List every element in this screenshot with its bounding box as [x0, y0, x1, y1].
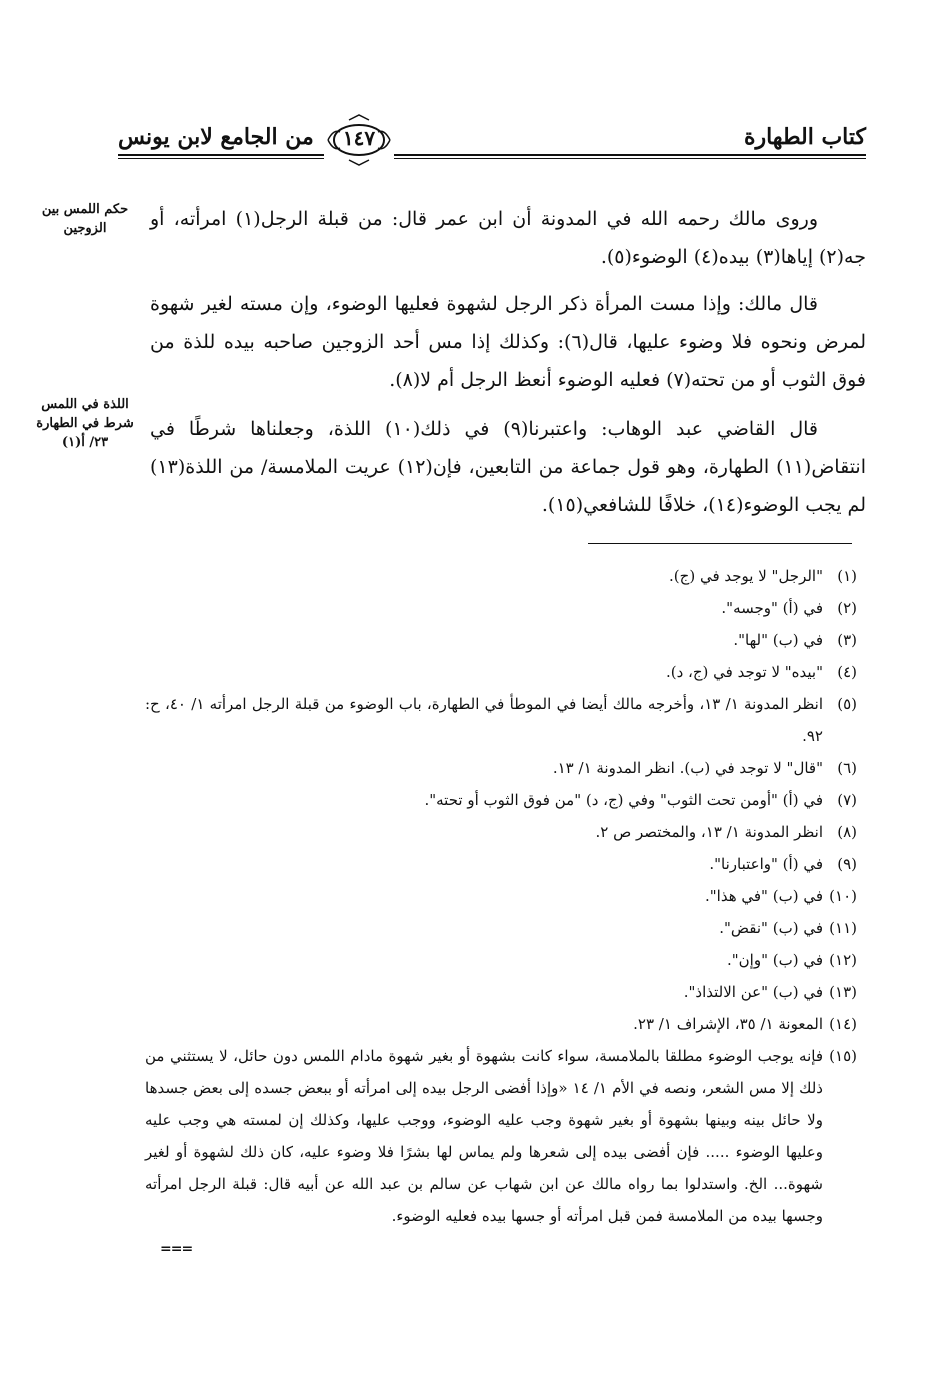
footnote-item — [145, 976, 857, 1008]
footnote-item — [145, 880, 857, 912]
paragraph-text: قال القاضي عبد الوهاب: واعتبرنا(٩) في ذلك(١٠) اللذة، وجعلناها شرطًا في انتقاض(١١) الطهارة، وهو قول جماعة من التابعين، فإن(١٢) عريت الملامسة/ من اللذة(١٣) لم يجب الوضوء(١٤)، خلافًا للشافعي(١٥). — [150, 418, 866, 516]
footnote-item — [145, 752, 857, 784]
footnote-number: (١) — [837, 567, 857, 585]
footnote-number: (٦) — [837, 759, 857, 777]
footnote-text: انظر المدونة ١/ ١٣، والمختصر ص ٢. — [595, 823, 823, 841]
footnote-number: (٨) — [837, 823, 857, 841]
paragraph-text: قال مالك: وإذا مست المرأة ذكر الرجل لشهوة فعليها الوضوء، وإن مسته لغير شهوة لمرض ونحوه فلا وضوء عليها، قال(٦): وكذلك إذا مس أحد الزوجين صاحبه بيده للذة من فوق الثوب أو من تحته(٧) فعليه الوضوء أنعظ الرجل أم لا(٨). — [150, 293, 867, 391]
footnote-text: في (أ) "واعتبارنا". — [709, 855, 823, 873]
main-paragraph — [150, 410, 866, 524]
footnote-text: انظر المدونة ١/ ١٣، وأخرجه مالك أيضا في الموطأ في الطهارة، باب الوضوء من قبلة الرجل امرأته ١/ ٤٠، ح: ٩٢. — [145, 695, 823, 745]
footnote-item — [145, 848, 857, 880]
header-rule-thin — [118, 158, 866, 159]
footnote-number: (١٠) — [829, 887, 857, 905]
header-rule — [118, 154, 866, 156]
footnote-number: (٢) — [837, 599, 857, 617]
footnote-number: (١١) — [829, 919, 857, 937]
footnote-item — [145, 1040, 857, 1232]
end-mark: === — [160, 1241, 193, 1257]
footnote-number: (٩) — [837, 855, 857, 873]
footnotes-list — [145, 560, 857, 1232]
footnote-text: في (أ) "وجسه". — [721, 599, 823, 617]
footnote-number: (٧) — [837, 791, 857, 809]
footnote-item — [145, 816, 857, 848]
footnote-text: في (ب) "لها". — [733, 631, 823, 649]
margin-note-touch-between-spouses: حكم اللمس بين الزوجين — [41, 202, 129, 236]
page-header — [118, 118, 866, 158]
footnote-item — [145, 688, 857, 752]
footnote-item — [145, 944, 857, 976]
footnote-text: في (ب) "في هذا". — [705, 887, 823, 905]
footnote-text: المعونة ١/ ٣٥، الإشراف ١/ ٢٣. — [633, 1015, 823, 1033]
footnote-text: في (ب) "عن الالتذاذ". — [683, 983, 823, 1001]
main-paragraph — [150, 285, 866, 399]
page-number-ornament — [324, 112, 394, 168]
footnote-item — [145, 912, 857, 944]
main-paragraph — [150, 200, 866, 276]
footnote-item — [145, 592, 857, 624]
margin-note-pleasure-condition: اللذة في اللمس شرط في الطهارة ٢٣/ أ(١) — [36, 397, 134, 450]
page-number: ١٤٧ — [342, 126, 376, 150]
footnote-text: "قال" لا توجد في (ب). انظر المدونة ١/ ١٣. — [552, 759, 823, 777]
footnote-item — [145, 560, 857, 592]
footnote-number: (١٢) — [829, 951, 857, 969]
footnote-item — [145, 656, 857, 688]
book-title: كتاب الطهارة — [743, 124, 866, 150]
footnote-text: في (ب) "نقض". — [719, 919, 823, 937]
footnote-text: فإنه يوجب الوضوء مطلقا بالملامسة، سواء كانت بشهوة أو بغير شهوة مادام اللمس دون حائل، لا يستثني من ذلك إلا مس الشعر، ونصه في الأم ١/ ١٤ «وإذا أفضى الرجل بيده إلى امرأته أو ببعض جسده إلى بعض جسدها ولا حائل بينه وبينها بشهوة أو بغير شهوة وجب عليه الوضوء، ووجب عليها، وكذلك إن لمسته هي وجب عليه وعليها الوضوء ..... فإن أفضى بيده إلى شعرها ولم يماس لها بشرًا فلا وضوء عليه، كان ذلك لشهوة أو لغير شهوة... الخ. واستدلوا بما رواه مالك عن ابن شهاب عن سالم بن عبد الله عن أبيه قال: قبلة الرجل امرأته وجسها بيده من الملامسة فمن قبل امرأته أو جسها بيده فعليه الوضوء. — [145, 1047, 823, 1225]
footnote-text: في (أ) "أومن تحت الثوب" وفي (ج، د) "من فوق الثوب أو تحته". — [424, 791, 823, 809]
footnote-item — [145, 784, 857, 816]
footnote-number: (٣) — [837, 631, 857, 649]
footnote-number: (٥) — [837, 695, 857, 713]
footnote-text: "الرجل" لا يوجد في (ج). — [669, 567, 823, 585]
footnote-number: (١٤) — [829, 1015, 857, 1033]
footnote-number: (١٥) — [829, 1047, 857, 1065]
footnote-number: (١٣) — [829, 983, 857, 1001]
work-title: من الجامع لابن يونس — [118, 124, 314, 150]
footnote-number: (٤) — [837, 663, 857, 681]
paragraph-text: وروى مالك رحمه الله في المدونة أن ابن عمر قال: من قبلة الرجل(١) امرأته، أو جه(٢) إياها(٣) بيده(٤) الوضوء(٥). — [150, 208, 866, 268]
footnote-item — [145, 1008, 857, 1040]
footnote-item — [145, 624, 857, 656]
footnote-text: "بيده" لا توجد في (ج، د). — [665, 663, 823, 681]
footnote-separator — [588, 543, 852, 544]
footnote-text: في (ب) "وإن". — [726, 951, 823, 969]
